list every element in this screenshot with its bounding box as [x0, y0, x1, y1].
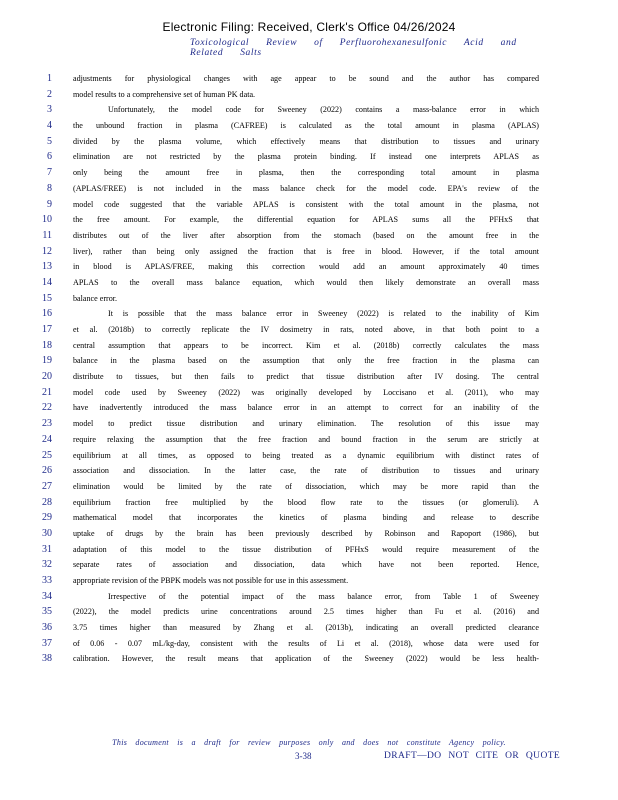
- line-text: in blood is APLAS/FREE, making this correction would add an amount approximately 40 times: [73, 262, 539, 272]
- line-text: model to predict tissue distribution and urinary elimination. The resolution of this issue may: [73, 419, 539, 429]
- line-row: [0, 371, 618, 387]
- line-row: [0, 199, 618, 215]
- line-row: [0, 465, 618, 481]
- line-number: 32: [42, 559, 52, 571]
- line-row: [0, 246, 618, 262]
- line-number: 13: [42, 261, 52, 273]
- line-text: only being the amount free in plasma, then the corresponding total amount in plasma: [73, 168, 539, 178]
- line-text: It is possible that the mass balance error in Sweeney (2022) is related to the inability of Kim: [108, 309, 539, 319]
- line-number: 24: [42, 433, 52, 445]
- line-text: require relaxing the assumption that the free fraction and bound fraction in the serum are strictly at: [73, 434, 539, 444]
- line-number: 18: [42, 339, 52, 351]
- line-row: [0, 324, 618, 340]
- line-number: 34: [42, 590, 52, 602]
- line-text: the free amount. For example, the differential equation for APLAS sums all the PFHxS that: [73, 215, 539, 225]
- line-row: [0, 293, 618, 309]
- line-number: 1: [47, 73, 52, 84]
- line-text: 3.75 times higher than measured by Zhang et al. (2013b), indicating an overall predicted clearance: [73, 623, 539, 633]
- line-number: 11: [42, 229, 52, 241]
- line-row: [0, 434, 618, 450]
- document-body: [0, 73, 618, 669]
- line-text: model code suggested that the variable APLAS is consistent with the total amount in the plasma, not: [73, 199, 539, 209]
- line-text: mathematical model that incorporates the kinetics of plasma binding and release to describe: [73, 513, 539, 523]
- line-row: [0, 497, 618, 513]
- line-row: [0, 402, 618, 418]
- line-row: [0, 89, 618, 105]
- line-number: 5: [47, 135, 52, 147]
- line-row: [0, 450, 618, 466]
- line-row: [0, 575, 618, 591]
- line-text: separate rates of association and dissociation, data which have not been reported. Hence,: [73, 560, 539, 570]
- line-text: of 0.06 - 0.07 mL/kg-day, consistent with the results of Li et al. (2018), whose data were used for: [73, 638, 539, 648]
- line-text: the unbound fraction in plasma (CAFREE) is calculated as the total amount in plasma (APLAS): [73, 121, 539, 131]
- line-text: equilibrium at all times, as opposed to being treated as a dynamic equilibrium with distinct rates of: [73, 450, 539, 460]
- line-number: 2: [47, 88, 52, 100]
- line-row: [0, 261, 618, 277]
- line-text: (APLAS/FREE) is not included in the mass balance check for the model code. EPA's review of the: [73, 183, 539, 193]
- line-text: APLAS to the overall mass balance equation, which would then likely demonstrate an overall mass: [73, 277, 539, 287]
- line-text: model code used by Sweeney (2022) was originally developed by Loccisano et al. (2011), who may: [73, 387, 539, 397]
- line-number: 30: [42, 527, 52, 539]
- line-text: have inadvertently introduced the mass balance error in an attempt to correct for an inability of the: [73, 403, 539, 413]
- line-row: [0, 481, 618, 497]
- line-row: [0, 544, 618, 560]
- line-row: [0, 151, 618, 167]
- line-text: central assumption that appears to be incorrect. Kim et al. (2018b) correctly calculates the mass: [73, 340, 539, 350]
- line-row: [0, 214, 618, 230]
- line-row: [0, 653, 618, 669]
- line-row: [0, 606, 618, 622]
- line-number: 29: [42, 512, 52, 524]
- line-text: divided by the plasma volume, which effectively means that distribution to tissues and urinary: [73, 136, 539, 146]
- line-row: [0, 73, 618, 89]
- line-number: 15: [42, 292, 52, 304]
- line-number: 19: [42, 355, 52, 367]
- line-text: appropriate revision of the PBPK models was not possible for use in this assessment.: [73, 576, 349, 585]
- line-row: [0, 528, 618, 544]
- line-row: [0, 183, 618, 199]
- line-number: 33: [42, 575, 52, 586]
- line-row: [0, 277, 618, 293]
- line-number: 8: [47, 182, 52, 194]
- line-text: distribute to tissues, but then fails to predict that tissue distribution after IV dosing. The central: [73, 372, 539, 382]
- line-row: [0, 308, 618, 324]
- page-number: 3-38: [295, 751, 312, 761]
- line-text: et al. (2018b) to correctly replicate the IV dosimetry in rats, noted above, in that both point to a: [73, 325, 539, 334]
- line-number: 14: [42, 276, 52, 288]
- line-row: [0, 167, 618, 183]
- line-text: (2022), the model predicts urine concentrations around 2.5 times higher than Fu et al. (2016) and: [73, 607, 539, 617]
- line-number: 20: [42, 371, 52, 383]
- line-number: 23: [42, 418, 52, 430]
- line-number: 12: [42, 245, 52, 257]
- line-row: [0, 622, 618, 638]
- line-number: 28: [42, 496, 52, 508]
- line-number: 35: [42, 606, 52, 618]
- line-number: 38: [42, 653, 52, 665]
- line-row: [0, 591, 618, 607]
- line-number: 21: [42, 386, 52, 398]
- line-number: 6: [47, 151, 52, 163]
- line-text: balance in the plasma based on the assumption that only the free fraction in the plasma can: [73, 356, 539, 366]
- line-text: elimination would be limited by the rate of dissociation, which may be more rapid than the: [73, 481, 539, 491]
- line-number: 36: [42, 622, 52, 634]
- line-text: elimination are not restricted by the plasma protein binding. If instead one interprets APLAS as: [73, 152, 539, 162]
- line-row: [0, 230, 618, 246]
- line-text: model results to a comprehensive set of human PK data.: [73, 89, 256, 99]
- line-number: 9: [47, 198, 52, 210]
- line-text: equilibrium fraction free multiplied by the blood flow rate to the tissues (or glomeruli). A: [73, 497, 539, 507]
- line-number: 37: [42, 637, 52, 649]
- line-number: 31: [42, 543, 52, 555]
- line-row: [0, 638, 618, 654]
- line-row: [0, 104, 618, 120]
- line-row: [0, 340, 618, 356]
- line-text: distributes out of the liver after absorption from the stomach (based on the amount free in the: [73, 230, 539, 240]
- line-number: 16: [42, 308, 52, 320]
- line-number: 10: [42, 214, 52, 226]
- line-text: Unfortunately, the model code for Sweeney (2022) contains a mass-balance error in which: [108, 105, 539, 115]
- line-row: [0, 136, 618, 152]
- line-text: adaptation of this model to the tissue distribution of PFHxS would require measurement of the: [73, 544, 539, 554]
- line-text: balance error.: [73, 293, 118, 303]
- line-row: [0, 120, 618, 136]
- line-number: 4: [47, 120, 52, 132]
- line-row: [0, 355, 618, 371]
- line-row: [0, 387, 618, 403]
- line-text: adjustments for physiological changes with age appear to be sound and the author has compared: [73, 74, 539, 83]
- line-number: 22: [42, 402, 52, 414]
- line-text: association and dissociation. In the latter case, the rate of distribution to tissues and urinary: [73, 466, 539, 476]
- line-row: [0, 512, 618, 528]
- line-number: 25: [42, 449, 52, 461]
- line-row: [0, 559, 618, 575]
- line-number: 26: [42, 465, 52, 477]
- line-text: uptake of drugs by the brain has been previously described by Robinson and Rapoport (1986), but: [73, 528, 539, 538]
- line-number: 17: [42, 324, 52, 335]
- filing-stamp: Electronic Filing: Received, Clerk's Office 04/26/2024: [162, 20, 456, 34]
- running-header: Toxicological Review of Perfluorohexanesulfonic Acid and Related Salts: [190, 38, 517, 58]
- line-row: [0, 418, 618, 434]
- line-number: 3: [47, 104, 52, 116]
- draft-disclaimer: This document is a draft for review purposes only and does not constitute Agency policy.: [112, 738, 506, 747]
- line-text: liver), rather than being only assigned the fraction that is free in blood. However, if the total amount: [73, 246, 539, 256]
- line-text: Irrespective of the potential impact of the mass balance error, from Table 1 of Sweeney: [108, 591, 539, 601]
- line-number: 27: [42, 480, 52, 492]
- line-number: 7: [47, 167, 52, 179]
- draft-notice: DRAFT—DO NOT CITE OR QUOTE: [384, 751, 561, 761]
- line-text: calibration. However, the result means that application of the Sweeney (2022) would be less health-: [73, 654, 539, 664]
